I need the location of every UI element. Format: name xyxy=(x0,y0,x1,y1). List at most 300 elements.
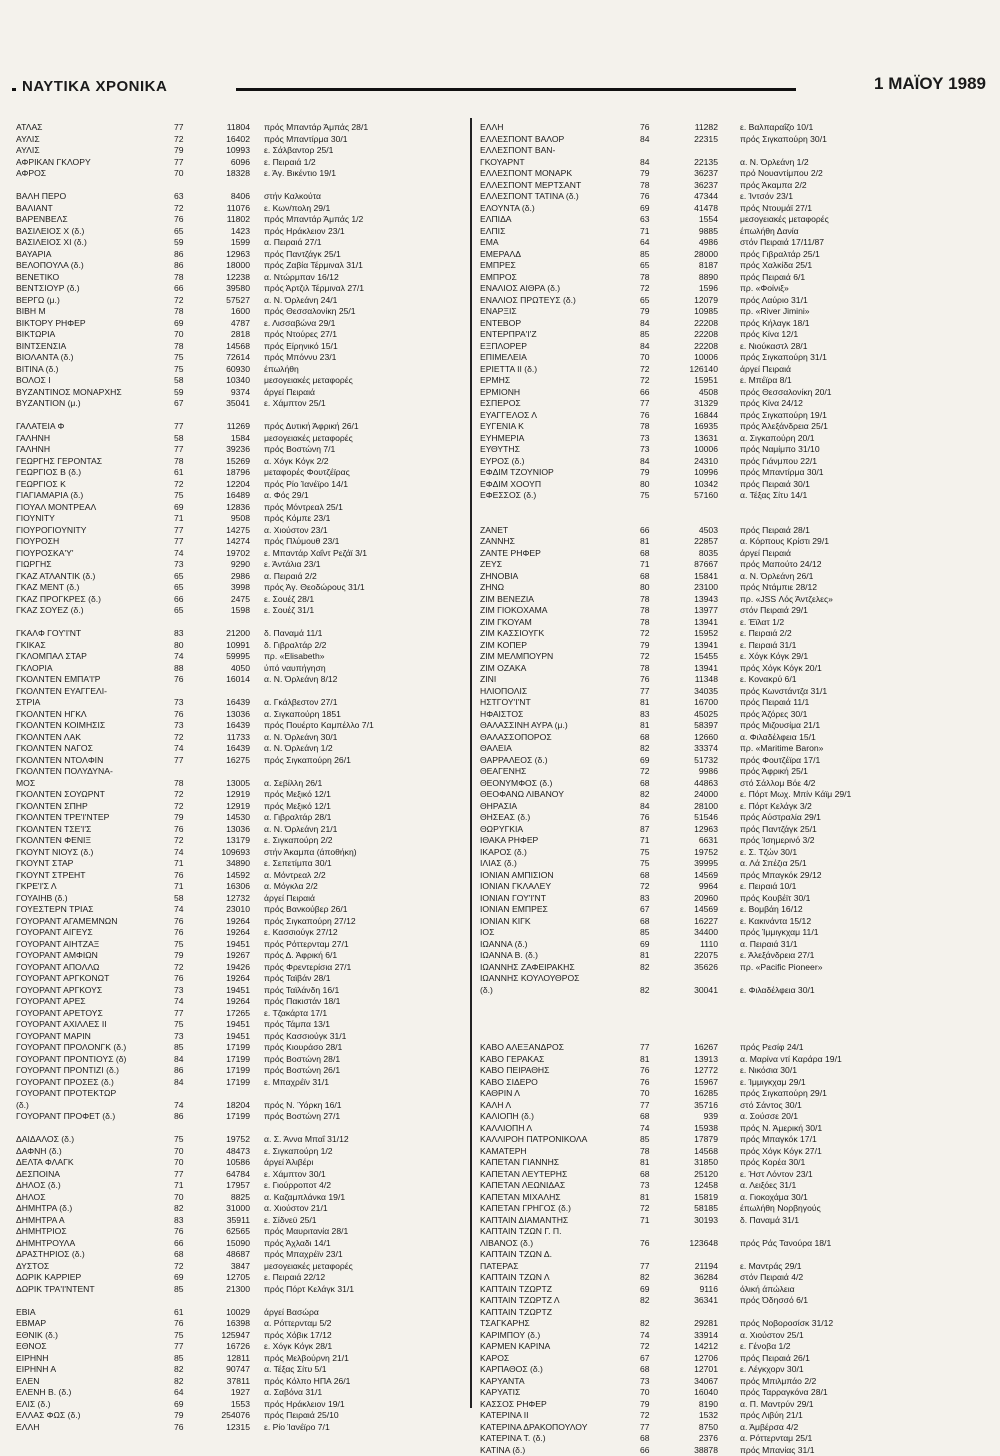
ship-list-left xyxy=(16,122,462,1433)
ship-entry xyxy=(16,1387,462,1399)
ship-position: πρός Πειραιά 30/1 xyxy=(740,479,810,491)
build-year: 78 xyxy=(174,341,200,353)
tonnage: 8190 xyxy=(670,1399,718,1411)
build-year: 68 xyxy=(640,1364,670,1376)
ship-position: α. Μαρίνα ντί Καράρα 19/1 xyxy=(740,1054,842,1066)
tonnage: 28100 xyxy=(670,801,718,813)
ship-entry xyxy=(16,789,462,801)
ship-entry xyxy=(16,1284,462,1296)
ship-name: ΑΤΛΑΣ xyxy=(16,122,174,134)
tonnage: 39995 xyxy=(670,858,718,870)
ship-entry xyxy=(480,1284,984,1296)
build-year: 78 xyxy=(640,421,670,433)
tonnage: 44863 xyxy=(670,778,718,790)
ship-entry xyxy=(480,1123,984,1135)
ship-name: ΓΚΟΛΝΤΕΝ ΦΕΝΙΞ xyxy=(16,835,174,847)
ship-name: ΕΛΛΕΣΠΟΝΤ ΒΑΝ- xyxy=(480,145,640,157)
tonnage: 14530 xyxy=(200,812,250,824)
tonnage: 29281 xyxy=(670,1318,718,1330)
ship-position: άργεί Πειραιά xyxy=(264,387,315,399)
ship-entry xyxy=(480,536,984,548)
ship-position: ε. Σάλβαντορ 25/1 xyxy=(264,145,333,157)
build-year: 69 xyxy=(174,1399,200,1411)
ship-name: ΒΕΛΟΠΟΥΛΑ (δ.) xyxy=(16,260,174,272)
ship-name: ΘΕΑΓΕΝΗΣ xyxy=(480,766,640,778)
ship-name: ΓΚΙΚΑΣ xyxy=(16,640,174,652)
ship-name: ΓΚΑΖ ΑΤΛΑΝΤΙΚ (δ.) xyxy=(16,571,174,583)
section-gap xyxy=(480,996,984,1008)
ship-entry xyxy=(16,122,462,134)
tonnage: 8750 xyxy=(670,1422,718,1434)
tonnage: 51732 xyxy=(670,755,718,767)
build-year: 66 xyxy=(174,1238,200,1250)
ship-name: ΓΚΟΛΝΤΕΝ ΠΟΛΥΔΥΝΑ- xyxy=(16,766,174,778)
tonnage: 14569 xyxy=(670,904,718,916)
ship-position: α. Ν. Όρλεάνη 24/1 xyxy=(264,295,337,307)
tonnage: 21300 xyxy=(200,1284,250,1296)
ship-name: ΖΑΝΤΕ ΡΗΦΕΡ xyxy=(480,548,640,560)
build-year: 68 xyxy=(174,1249,200,1261)
ship-entry xyxy=(480,134,984,146)
ship-position: μεσογειακές μεταφορές xyxy=(264,1261,353,1273)
tonnage: 16285 xyxy=(670,1088,718,1100)
ship-entry xyxy=(16,456,462,468)
build-year: 79 xyxy=(174,950,200,962)
ship-position: άργεί Άλιβέρι xyxy=(264,1157,313,1169)
ship-name: ΙΟΝΙΑΝ ΑΜΠΙΣΙΟΝ xyxy=(480,870,640,882)
ship-entry xyxy=(16,881,462,893)
ship-name: ΓΕΩΡΓΗΣ ΓΕΡΟΝΤΑΣ xyxy=(16,456,174,468)
ship-entry xyxy=(480,1399,984,1411)
tonnage: 10342 xyxy=(670,479,718,491)
ship-name: ΓΟΥΟΡΑΝΤ ΠΡΟΝΤΙΖΙ (δ.) xyxy=(16,1065,174,1077)
ship-name: ΕΛΕΝ xyxy=(16,1376,174,1388)
ship-entry xyxy=(480,847,984,859)
ship-position: πρός Φουτζέϊρα 17/1 xyxy=(740,755,820,767)
ship-position: α. Λειξόες 31/1 xyxy=(740,1180,796,1192)
tonnage: 12660 xyxy=(670,732,718,744)
tonnage: 1600 xyxy=(200,306,250,318)
ship-entry xyxy=(480,1215,984,1227)
build-year: 78 xyxy=(174,272,200,284)
ship-entry xyxy=(16,249,462,261)
ship-position: α. Πειραιά 27/1 xyxy=(264,237,322,249)
ship-position: πρός Ντούρες 27/1 xyxy=(264,329,337,341)
build-year: 72 xyxy=(640,283,670,295)
ship-name: ΓΚΟΥΑΡΝΤ xyxy=(480,157,640,169)
build-year: 77 xyxy=(640,398,670,410)
build-year xyxy=(640,1226,670,1238)
ship-position: α. Φιλαδέλφεια 15/1 xyxy=(740,732,816,744)
ship-entry xyxy=(16,1215,462,1227)
ship-name: ΓΚΑΖ ΣΟΥΕΖ (δ.) xyxy=(16,605,174,617)
ship-position: ε. Βομβάη 16/12 xyxy=(740,904,803,916)
ship-name: ΙΩΑΝΝΗΣ ΚΟΥΛΟΥΘΡΟΣ xyxy=(480,973,640,985)
tonnage: 57160 xyxy=(670,490,718,502)
build-year: 69 xyxy=(640,1284,670,1296)
ship-name: ΕΛΛΗ xyxy=(480,122,640,134)
build-year: 82 xyxy=(174,1203,200,1215)
ship-name: ΖΙΜ ΒΕΝΕΖΙΑ xyxy=(480,594,640,606)
tonnage: 10985 xyxy=(670,306,718,318)
ship-position: πρός Πειραιά 6/1 xyxy=(740,272,805,284)
ship-position: α. Ν. Όρλεάνη 1/2 xyxy=(740,157,809,169)
ship-position: πρός Ναμίμπο 31/10 xyxy=(740,444,820,456)
ship-name: ΓΙΟΥΡΟΣΚΑ'Υ' xyxy=(16,548,174,560)
ship-name: ΚΑΡΙΜΠΟΥ (δ.) xyxy=(480,1330,640,1342)
ship-entry xyxy=(16,709,462,721)
ship-position: ε. Άγ. Βικέντιο 19/1 xyxy=(264,168,336,180)
ship-position: πρός Βοστώνη 28/1 xyxy=(264,1054,340,1066)
ship-name: ΓΟΥΟΡΑΝΤ ΑΧΙΛΛΕΣ ΙΙ xyxy=(16,1019,174,1031)
build-year: 76 xyxy=(174,870,200,882)
tonnage: 12963 xyxy=(670,824,718,836)
ship-entry xyxy=(16,996,462,1008)
ship-name: ΔΕΛΤΑ ΦΛΑΓΚ xyxy=(16,1157,174,1169)
build-year: 76 xyxy=(640,410,670,422)
tonnage: 8825 xyxy=(200,1192,250,1204)
ship-position: ε. Λισσαβώνα 29/1 xyxy=(264,318,335,330)
build-year: 66 xyxy=(174,594,200,606)
tonnage: 19451 xyxy=(200,1031,250,1043)
ship-position: α. Σιγκαπούρη 20/1 xyxy=(740,433,815,445)
ship-entry xyxy=(16,1100,462,1112)
ship-position: πρός Λαύριο 31/1 xyxy=(740,295,808,307)
ship-position: όλική άπώλεια xyxy=(740,1284,795,1296)
tonnage: 12079 xyxy=(670,295,718,307)
tonnage: 30193 xyxy=(670,1215,718,1227)
ship-entry xyxy=(480,1111,984,1123)
ship-name: ΕΣΠΕΡΟΣ xyxy=(480,398,640,410)
ship-position: α. Π. Μαντρύν 29/1 xyxy=(740,1399,814,1411)
ship-position: α. Άμβέρσα 4/2 xyxy=(740,1422,798,1434)
ship-position: πρός Βανκούβερ 26/1 xyxy=(264,904,348,916)
ship-position: πρός Δ. Άφρική 6/1 xyxy=(264,950,337,962)
ship-name: ΕΥΑΓΓΕΛΟΣ Λ xyxy=(480,410,640,422)
ship-entry xyxy=(16,525,462,537)
ship-position: πρός Κήλαγκ 18/1 xyxy=(740,318,809,330)
ship-position: πρός Ζαβία Τέρμιναλ 31/1 xyxy=(264,260,363,272)
tonnage: 64784 xyxy=(200,1169,250,1181)
ship-name: ΕΥΗΜΕΡΙΑ xyxy=(480,433,640,445)
ship-entry xyxy=(480,893,984,905)
build-year: 79 xyxy=(640,306,670,318)
ship-name: ΓΚΟΥΝΤ ΣΤΡΕΗΤ xyxy=(16,870,174,882)
tonnage: 35716 xyxy=(670,1100,718,1112)
ship-entry xyxy=(480,1226,984,1238)
build-year: 77 xyxy=(640,1261,670,1273)
build-year xyxy=(640,973,670,985)
build-year: 72 xyxy=(174,835,200,847)
build-year: 71 xyxy=(174,881,200,893)
tonnage: 25120 xyxy=(670,1169,718,1181)
tonnage: 125947 xyxy=(200,1330,250,1342)
ship-entry xyxy=(16,571,462,583)
ship-entry xyxy=(480,1376,984,1388)
build-year: 76 xyxy=(640,1238,670,1250)
ship-position: πρός Κόμπε 23/1 xyxy=(264,513,330,525)
ship-position: στόν Πειραιά 4/2 xyxy=(740,1272,803,1284)
ship-position: α. Ν. Όρλεάνη 8/12 xyxy=(264,674,337,686)
ship-position: πρός Σιγκαπούρη 29/1 xyxy=(740,1088,827,1100)
ship-name: ΕΘΝΙΚ (δ.) xyxy=(16,1330,174,1342)
tonnage xyxy=(200,686,250,698)
ship-entry xyxy=(480,364,984,376)
build-year: 84 xyxy=(640,456,670,468)
tonnage: 126140 xyxy=(670,364,718,376)
ship-name: ΚΑΒΟ ΑΛΕΞΑΝΔΡΟΣ xyxy=(480,1042,640,1054)
ship-name: ΒΑΡΕΝΒΕΛΣ xyxy=(16,214,174,226)
ship-name: ΖΑΝΕΤ xyxy=(480,525,640,537)
ship-name: ΓΕΩΡΓΙΟΣ Κ xyxy=(16,479,174,491)
ship-position: πρός Σιγκαπούρη 19/1 xyxy=(740,410,827,422)
tonnage: 12458 xyxy=(670,1180,718,1192)
ship-entry xyxy=(480,1387,984,1399)
tonnage: 12919 xyxy=(200,789,250,801)
tonnage: 13631 xyxy=(670,433,718,445)
ship-name: ΙΩΑΝΝΗΣ ΖΑΦΕΙΡΑΚΗΣ xyxy=(480,962,640,974)
ship-name: ΒΙΟΛΑΝΤΑ (δ.) xyxy=(16,352,174,364)
ship-name: ΓΚΛΟΡΙΑ xyxy=(16,663,174,675)
ship-entry xyxy=(480,490,984,502)
ship-entry xyxy=(16,847,462,859)
build-year: 79 xyxy=(174,145,200,157)
ship-entry xyxy=(480,962,984,974)
tonnage: 13941 xyxy=(670,640,718,652)
tonnage: 12204 xyxy=(200,479,250,491)
ship-entry xyxy=(16,939,462,951)
tonnage: 4508 xyxy=(670,387,718,399)
build-year: 77 xyxy=(174,444,200,456)
ship-name: ΒΑΥΑΡΙΑ xyxy=(16,249,174,261)
ship-position: ε. Νιούκαστλ 28/1 xyxy=(740,341,807,353)
ship-position: ε. Χόγκ Κόγκ 29/1 xyxy=(740,651,808,663)
tonnage: 6096 xyxy=(200,157,250,169)
ship-entry xyxy=(16,870,462,882)
tonnage: 31329 xyxy=(670,398,718,410)
ship-position: πρ. «JSS Λός Άντζελες» xyxy=(740,594,833,606)
ship-position: ε. Έϊλατ 1/2 xyxy=(740,617,784,629)
tonnage: 11269 xyxy=(200,421,250,433)
tonnage: 123648 xyxy=(670,1238,718,1250)
build-year: 67 xyxy=(640,904,670,916)
ship-position: ε. Γιούρροποτ 4/2 xyxy=(264,1180,331,1192)
ship-position: ε. Χάμπτον 30/1 xyxy=(264,1169,326,1181)
ship-position: α. Φός 29/1 xyxy=(264,490,309,502)
ship-position: στόν Πειραιά 17/11/87 xyxy=(740,237,824,249)
build-year: 76 xyxy=(640,191,670,203)
ship-position: στήν Άκαμπα (άποθήκη) xyxy=(264,847,357,859)
ship-position: α. Τέξας Σίτυ 5/1 xyxy=(264,1364,327,1376)
ship-position: α. Χιούστον 23/1 xyxy=(264,525,328,537)
ship-name: ΓΚΟΛΝΤΕΝ ΕΜΠΑ'Ι'Ρ xyxy=(16,674,174,686)
ship-entry xyxy=(480,421,984,433)
tonnage xyxy=(670,145,718,157)
ship-entry xyxy=(480,858,984,870)
tonnage: 47344 xyxy=(670,191,718,203)
tonnage: 9374 xyxy=(200,387,250,399)
ship-name: ΓΟΥΟΡΑΝΤ ΑΡΓΚΟΥΣ xyxy=(16,985,174,997)
ship-position: πρός Χόβικ 17/12 xyxy=(264,1330,332,1342)
ship-position: πρός Ταϊβάν 28/1 xyxy=(264,973,330,985)
tonnage: 14275 xyxy=(200,525,250,537)
ship-position: πρός Πόρτ Κελάγκ 31/1 xyxy=(264,1284,354,1296)
ship-entry xyxy=(16,237,462,249)
tonnage: 11282 xyxy=(670,122,718,134)
build-year xyxy=(640,1249,670,1261)
ship-name: ΙΘΑΚΑ ΡΗΦΕΡ xyxy=(480,835,640,847)
ship-position: ε. Κονακρύ 6/1 xyxy=(740,674,797,686)
tonnage: 1927 xyxy=(200,1387,250,1399)
ship-position: ε. Σιγκαπούρη 1/2 xyxy=(264,1146,333,1158)
tonnage: 1532 xyxy=(670,1410,718,1422)
ship-position: πρός Πουέρτο Καμπέλλο 7/1 xyxy=(264,720,374,732)
ship-position: ε. Μπαντάρ Χαΐντ Ρεζάϊ 3/1 xyxy=(264,548,367,560)
ship-name: ΔΗΜΗΤΡΑ (δ.) xyxy=(16,1203,174,1215)
build-year: 68 xyxy=(640,1111,670,1123)
ship-entry xyxy=(480,743,984,755)
ship-entry xyxy=(480,605,984,617)
ship-position: πρός Τάμπα 13/1 xyxy=(264,1019,330,1031)
tonnage: 17957 xyxy=(200,1180,250,1192)
ship-entry xyxy=(480,766,984,778)
build-year: 74 xyxy=(174,996,200,1008)
ship-position: πρός Μαπούτο 24/12 xyxy=(740,559,822,571)
ship-position: πρός Πακιστάν 18/1 xyxy=(264,996,340,1008)
build-year: 72 xyxy=(174,732,200,744)
ship-name: ΒΙΒΗ Μ xyxy=(16,306,174,318)
ship-entry xyxy=(480,709,984,721)
ship-name: ΕΡΙΕΤΤΑ ΙΙ (δ.) xyxy=(480,364,640,376)
build-year: 69 xyxy=(174,502,200,514)
ship-position: άργεί Πειραιά xyxy=(264,893,315,905)
tonnage: 9986 xyxy=(670,766,718,778)
ship-name: ΓΚΟΛΝΤΕΝ ΕΥΑΓΓΕΛΙ- xyxy=(16,686,174,698)
tonnage: 51546 xyxy=(670,812,718,824)
ship-position: α. Τέξας Σίτυ 14/1 xyxy=(740,490,807,502)
tonnage: 22208 xyxy=(670,329,718,341)
ship-entry xyxy=(16,812,462,824)
tonnage: 11802 xyxy=(200,214,250,226)
ship-position: α. Ρόττερνταμ 5/2 xyxy=(264,1318,331,1330)
ship-entry xyxy=(480,801,984,813)
tonnage: 14212 xyxy=(670,1341,718,1353)
ship-name: ΓΚΑΖ ΜΕΝΤ (δ.) xyxy=(16,582,174,594)
build-year: 75 xyxy=(640,858,670,870)
tonnage: 18204 xyxy=(200,1100,250,1112)
tonnage: 19752 xyxy=(200,1134,250,1146)
ship-entry xyxy=(16,318,462,330)
ship-entry xyxy=(16,1180,462,1192)
ship-name: ΒΑΛΗ ΠΕΡΟ xyxy=(16,191,174,203)
build-year: 83 xyxy=(640,709,670,721)
tonnage: 34067 xyxy=(670,1376,718,1388)
ship-position: πρός Ντουμάϊ 27/1 xyxy=(740,203,812,215)
tonnage: 11804 xyxy=(200,122,250,134)
build-year: 69 xyxy=(174,1272,200,1284)
ship-position: πρός Κωνστάντζα 31/1 xyxy=(740,686,827,698)
tonnage: 17199 xyxy=(200,1054,250,1066)
ship-position: πρός Πλύμουθ 23/1 xyxy=(264,536,339,548)
ship-position: πρός Μπανίας 31/1 xyxy=(740,1445,815,1456)
ship-name: ΒΑΣΙΛΕΙΟΣ Χ (δ.) xyxy=(16,226,174,238)
tonnage: 6631 xyxy=(670,835,718,847)
build-year: 79 xyxy=(174,812,200,824)
build-year: 72 xyxy=(174,789,200,801)
section-gap xyxy=(16,1295,462,1307)
ship-entry xyxy=(480,1065,984,1077)
tonnage: 1110 xyxy=(670,939,718,951)
ship-entry xyxy=(16,1042,462,1054)
build-year: 76 xyxy=(174,927,200,939)
build-year: 71 xyxy=(640,559,670,571)
tonnage: 19264 xyxy=(200,973,250,985)
ship-position: πρός Ηράκλειον 23/1 xyxy=(264,226,345,238)
ship-position: α. Γκάλβεστον 27/1 xyxy=(264,697,337,709)
tonnage xyxy=(670,1249,718,1261)
build-year: 66 xyxy=(640,1445,670,1456)
ship-entry xyxy=(480,1364,984,1376)
tonnage: 9508 xyxy=(200,513,250,525)
tonnage: 13943 xyxy=(670,594,718,606)
ship-position: πρός Γιάνμπου 22/1 xyxy=(740,456,817,468)
tonnage: 9290 xyxy=(200,559,250,571)
ship-entry xyxy=(16,329,462,341)
ship-name: ΚΑΛΙΟΠΗ (δ.) xyxy=(480,1111,640,1123)
tonnage: 22135 xyxy=(670,157,718,169)
build-year: 77 xyxy=(174,1341,200,1353)
tonnage: 13977 xyxy=(670,605,718,617)
ship-entry xyxy=(16,651,462,663)
ship-entry xyxy=(16,467,462,479)
ship-entry xyxy=(16,145,462,157)
ship-position: α. Χιούστον 21/1 xyxy=(264,1203,328,1215)
ship-name: ΚΑΛΗ Λ xyxy=(480,1100,640,1112)
ship-entry xyxy=(16,778,462,790)
tonnage: 10996 xyxy=(670,467,718,479)
tonnage: 10586 xyxy=(200,1157,250,1169)
tonnage: 41478 xyxy=(670,203,718,215)
build-year: 70 xyxy=(640,1088,670,1100)
ship-name: ΘΕΟΦΑΝΩ ΛΙΒΑΝΟΥ xyxy=(480,789,640,801)
ship-name: ΚΑΤΙΝΑ (δ.) xyxy=(480,1445,640,1456)
build-year: 77 xyxy=(174,1008,200,1020)
build-year: 73 xyxy=(640,1376,670,1388)
build-year: 59 xyxy=(174,387,200,399)
ship-name: ΖΗΝΩ xyxy=(480,582,640,594)
build-year: 81 xyxy=(640,1157,670,1169)
build-year: 72 xyxy=(640,1341,670,1353)
ship-name: ΕΝΑΛΙΟΣ ΑΙΘΡΑ (δ.) xyxy=(480,283,640,295)
ship-entry xyxy=(480,249,984,261)
build-year: 72 xyxy=(640,766,670,778)
build-year: 79 xyxy=(640,168,670,180)
ship-entry xyxy=(480,318,984,330)
build-year: 73 xyxy=(174,559,200,571)
build-year: 73 xyxy=(174,697,200,709)
build-year: 76 xyxy=(174,674,200,686)
build-year: 83 xyxy=(640,893,670,905)
build-year: 82 xyxy=(640,1295,670,1307)
section-gap xyxy=(480,1031,984,1043)
ship-position: πρ. «River Jimini» xyxy=(740,306,810,318)
build-year: 77 xyxy=(640,1100,670,1112)
build-year: 80 xyxy=(174,640,200,652)
tonnage: 10991 xyxy=(200,640,250,652)
build-year: 85 xyxy=(174,1353,200,1365)
ship-entry xyxy=(480,1169,984,1181)
ship-name: ΕΝΤΕΒΟΡ xyxy=(480,318,640,330)
